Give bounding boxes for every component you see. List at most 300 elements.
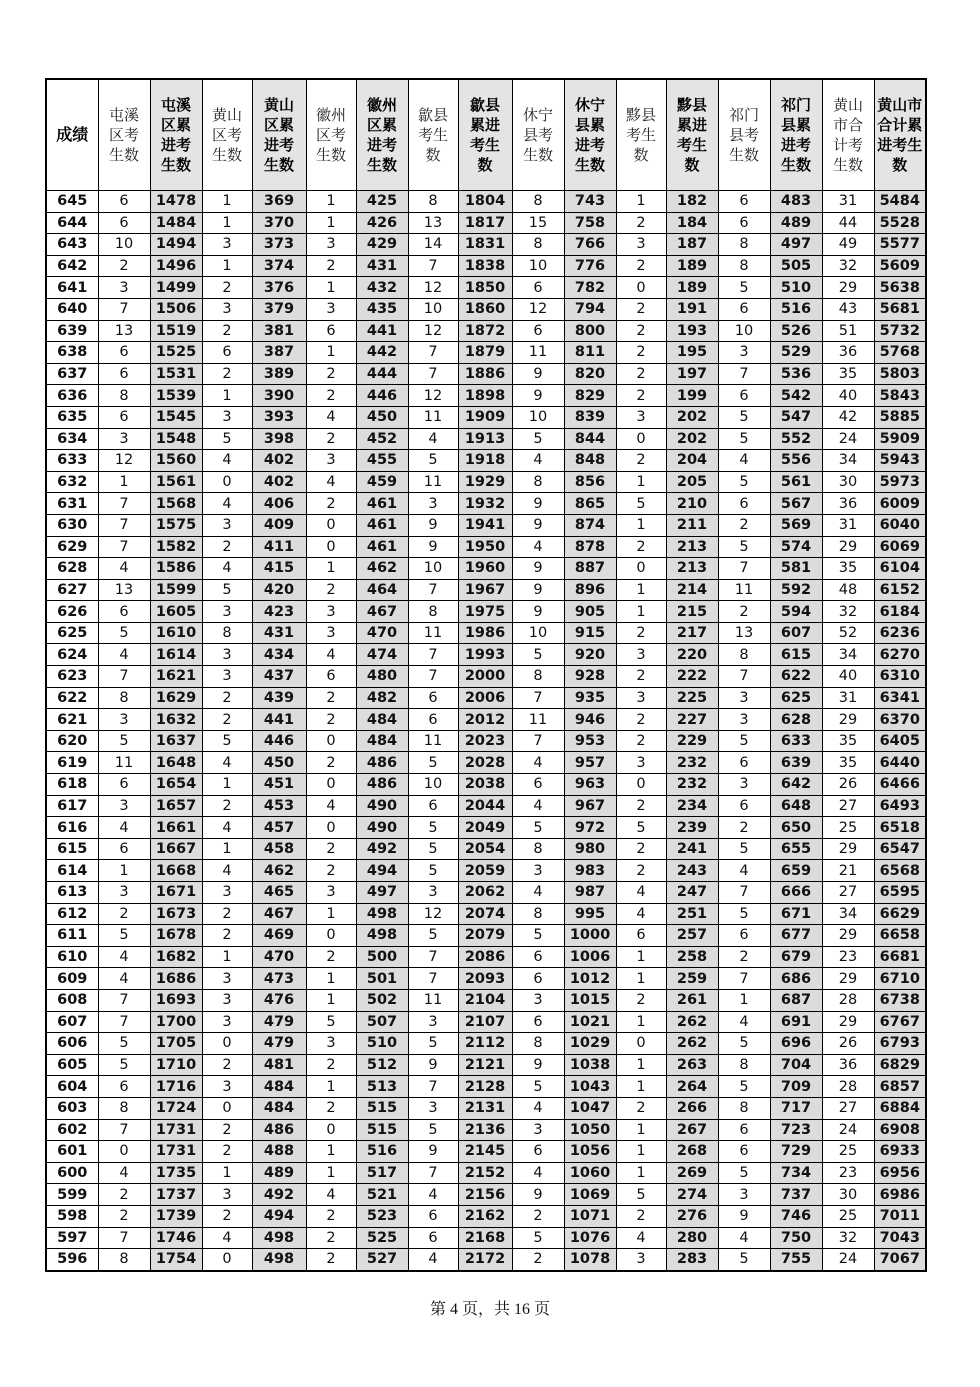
table-cell: 1	[306, 277, 356, 299]
table-cell: 4	[202, 1227, 252, 1249]
table-cell: 1	[202, 946, 252, 968]
table-cell: 1754	[150, 1249, 202, 1271]
table-cell: 6	[98, 363, 150, 385]
table-cell: 0	[306, 817, 356, 839]
table-cell: 6	[718, 925, 770, 947]
table-cell: 6884	[874, 1097, 926, 1119]
score-cell: 639	[46, 320, 98, 342]
table-cell: 7043	[874, 1227, 926, 1249]
table-cell: 5	[718, 471, 770, 493]
score-cell: 607	[46, 1011, 98, 1033]
table-cell: 6908	[874, 1119, 926, 1141]
table-cell: 3	[202, 234, 252, 256]
table-row	[46, 1184, 926, 1206]
table-cell: 0	[616, 428, 666, 450]
table-cell: 446	[356, 385, 408, 407]
table-cell: 510	[770, 277, 822, 299]
table-cell: 5	[718, 428, 770, 450]
table-cell: 4	[718, 450, 770, 472]
table-cell: 8	[512, 191, 564, 213]
column-header: 黄山 区累 进考 生数	[252, 79, 306, 191]
table-cell: 1561	[150, 471, 202, 493]
table-cell: 1941	[458, 514, 512, 536]
table-cell: 5	[408, 1119, 458, 1141]
table-cell: 1913	[458, 428, 512, 450]
table-cell: 43	[822, 298, 874, 320]
table-cell: 5	[512, 1076, 564, 1098]
table-cell: 567	[770, 493, 822, 515]
table-cell: 199	[666, 385, 718, 407]
table-cell: 4	[98, 946, 150, 968]
table-cell: 1831	[458, 234, 512, 256]
table-cell: 446	[252, 730, 306, 752]
table-cell: 444	[356, 363, 408, 385]
table-cell: 5885	[874, 406, 926, 428]
table-cell: 529	[770, 342, 822, 364]
table-cell: 1599	[150, 579, 202, 601]
table-row	[46, 1033, 926, 1055]
table-cell: 1	[202, 1162, 252, 1184]
table-row	[46, 601, 926, 623]
table-cell: 7	[408, 644, 458, 666]
table-cell: 6	[98, 212, 150, 234]
table-cell: 217	[666, 622, 718, 644]
table-cell: 3	[616, 644, 666, 666]
table-cell: 12	[408, 277, 458, 299]
score-cell: 625	[46, 622, 98, 644]
table-cell: 1632	[150, 709, 202, 731]
table-cell: 3	[98, 709, 150, 731]
table-cell: 1850	[458, 277, 512, 299]
table-row	[46, 191, 926, 213]
table-cell: 483	[770, 191, 822, 213]
table-cell: 415	[252, 558, 306, 580]
table-cell: 983	[564, 860, 616, 882]
table-cell: 980	[564, 838, 616, 860]
table-cell: 42	[822, 406, 874, 428]
table-cell: 1661	[150, 817, 202, 839]
table-cell: 848	[564, 450, 616, 472]
score-cell: 596	[46, 1249, 98, 1271]
table-cell: 5	[98, 622, 150, 644]
table-cell: 2	[616, 838, 666, 860]
table-cell: 1015	[564, 989, 616, 1011]
table-cell: 820	[564, 363, 616, 385]
table-cell: 3	[202, 1011, 252, 1033]
table-cell: 35	[822, 730, 874, 752]
table-cell: 569	[770, 514, 822, 536]
table-cell: 7	[718, 968, 770, 990]
table-cell: 1804	[458, 191, 512, 213]
table-cell: 527	[356, 1249, 408, 1271]
table-cell: 7	[408, 946, 458, 968]
table-cell: 8	[512, 666, 564, 688]
table-cell: 2	[202, 925, 252, 947]
table-cell: 2	[616, 666, 666, 688]
table-cell: 1	[202, 191, 252, 213]
table-cell: 498	[356, 925, 408, 947]
column-header: 黟县 累进 考生 数	[666, 79, 718, 191]
table-cell: 488	[252, 1141, 306, 1163]
table-cell: 3	[718, 709, 770, 731]
table-cell: 5	[718, 277, 770, 299]
table-cell: 202	[666, 428, 718, 450]
table-cell: 1700	[150, 1011, 202, 1033]
table-cell: 29	[822, 968, 874, 990]
table-cell: 2062	[458, 882, 512, 904]
table-cell: 451	[252, 774, 306, 796]
table-cell: 0	[616, 558, 666, 580]
table-cell: 5943	[874, 450, 926, 472]
table-cell: 1	[306, 1141, 356, 1163]
table-cell: 498	[356, 903, 408, 925]
table-cell: 6	[718, 1141, 770, 1163]
table-cell: 7	[408, 1076, 458, 1098]
table-cell: 222	[666, 666, 718, 688]
score-cell: 622	[46, 687, 98, 709]
table-cell: 6	[718, 1119, 770, 1141]
table-cell: 461	[356, 514, 408, 536]
table-cell: 3	[616, 406, 666, 428]
table-cell: 6341	[874, 687, 926, 709]
table-cell: 7	[408, 666, 458, 688]
table-cell: 0	[616, 1033, 666, 1055]
table-cell: 0	[306, 925, 356, 947]
table-cell: 743	[564, 191, 616, 213]
table-cell: 484	[356, 730, 408, 752]
table-cell: 2	[98, 903, 150, 925]
table-cell: 2131	[458, 1097, 512, 1119]
table-cell: 829	[564, 385, 616, 407]
table-cell: 3	[306, 601, 356, 623]
header-row	[46, 79, 926, 191]
table-cell: 6681	[874, 946, 926, 968]
table-cell: 3	[202, 968, 252, 990]
column-header: 黄山 市合 计考 生数	[822, 79, 874, 191]
table-cell: 2	[306, 838, 356, 860]
table-cell: 409	[252, 514, 306, 536]
table-cell: 8	[512, 471, 564, 493]
table-cell: 6310	[874, 666, 926, 688]
score-cell: 610	[46, 946, 98, 968]
table-cell: 189	[666, 277, 718, 299]
table-cell: 6	[512, 774, 564, 796]
table-cell: 8	[512, 838, 564, 860]
table-cell: 4	[512, 1097, 564, 1119]
column-header: 徽州 区累 进考 生数	[356, 79, 408, 191]
table-cell: 387	[252, 342, 306, 364]
table-cell: 1	[306, 191, 356, 213]
table-cell: 4	[512, 882, 564, 904]
table-cell: 5577	[874, 234, 926, 256]
table-cell: 512	[356, 1054, 408, 1076]
table-row	[46, 687, 926, 709]
table-cell: 7	[98, 493, 150, 515]
table-cell: 6710	[874, 968, 926, 990]
table-row	[46, 946, 926, 968]
table-cell: 800	[564, 320, 616, 342]
table-cell: 5484	[874, 191, 926, 213]
table-cell: 5	[512, 1227, 564, 1249]
table-cell: 498	[252, 1249, 306, 1271]
table-cell: 4	[202, 558, 252, 580]
table-cell: 455	[356, 450, 408, 472]
table-row	[46, 622, 926, 644]
table-cell: 213	[666, 536, 718, 558]
table-cell: 5	[616, 493, 666, 515]
table-cell: 6	[512, 968, 564, 990]
table-cell: 2	[512, 1205, 564, 1227]
table-cell: 2	[616, 1097, 666, 1119]
table-cell: 389	[252, 363, 306, 385]
score-cell: 618	[46, 774, 98, 796]
table-cell: 497	[356, 882, 408, 904]
score-cell: 628	[46, 558, 98, 580]
table-cell: 3	[202, 514, 252, 536]
table-cell: 1605	[150, 601, 202, 623]
score-cell: 621	[46, 709, 98, 731]
table-cell: 492	[252, 1184, 306, 1206]
table-row	[46, 925, 926, 947]
table-cell: 11	[408, 730, 458, 752]
score-cell: 619	[46, 752, 98, 774]
table-cell: 1078	[564, 1249, 616, 1271]
table-cell: 2	[98, 1184, 150, 1206]
score-cell: 633	[46, 450, 98, 472]
table-cell: 5	[408, 925, 458, 947]
table-cell: 1668	[150, 860, 202, 882]
table-cell: 1494	[150, 234, 202, 256]
table-cell: 2	[616, 385, 666, 407]
table-cell: 4	[98, 817, 150, 839]
table-cell: 429	[356, 234, 408, 256]
table-cell: 1705	[150, 1033, 202, 1055]
table-cell: 972	[564, 817, 616, 839]
table-cell: 0	[616, 774, 666, 796]
table-cell: 197	[666, 363, 718, 385]
table-cell: 6658	[874, 925, 926, 947]
table-cell: 758	[564, 212, 616, 234]
table-cell: 1	[202, 212, 252, 234]
table-cell: 856	[564, 471, 616, 493]
table-cell: 6	[512, 946, 564, 968]
table-cell: 844	[564, 428, 616, 450]
table-cell: 5	[718, 406, 770, 428]
score-cell: 614	[46, 860, 98, 882]
table-cell: 9	[408, 1054, 458, 1076]
table-cell: 7	[718, 882, 770, 904]
table-cell: 264	[666, 1076, 718, 1098]
table-cell: 29	[822, 838, 874, 860]
table-cell: 1038	[564, 1054, 616, 1076]
table-cell: 6	[718, 795, 770, 817]
table-cell: 1	[202, 255, 252, 277]
table-cell: 928	[564, 666, 616, 688]
score-cell: 613	[46, 882, 98, 904]
table-cell: 2044	[458, 795, 512, 817]
table-cell: 195	[666, 342, 718, 364]
table-cell: 507	[356, 1011, 408, 1033]
table-cell: 15	[512, 212, 564, 234]
table-row	[46, 1076, 926, 1098]
table-cell: 2074	[458, 903, 512, 925]
table-row	[46, 730, 926, 752]
table-cell: 464	[356, 579, 408, 601]
table-cell: 8	[512, 903, 564, 925]
table-cell: 373	[252, 234, 306, 256]
table-cell: 8	[98, 1097, 150, 1119]
table-cell: 1043	[564, 1076, 616, 1098]
table-cell: 214	[666, 579, 718, 601]
table-row	[46, 1141, 926, 1163]
table-cell: 4	[306, 1184, 356, 1206]
table-cell: 25	[822, 1141, 874, 1163]
table-cell: 6933	[874, 1141, 926, 1163]
table-cell: 431	[356, 255, 408, 277]
column-header: 徽州 区考 生数	[306, 79, 356, 191]
table-cell: 234	[666, 795, 718, 817]
table-cell: 1586	[150, 558, 202, 580]
table-cell: 184	[666, 212, 718, 234]
table-cell: 7067	[874, 1249, 926, 1271]
table-cell: 659	[770, 860, 822, 882]
table-cell: 12	[98, 450, 150, 472]
table-cell: 1	[306, 903, 356, 925]
table-cell: 4	[512, 1162, 564, 1184]
table-cell: 2172	[458, 1249, 512, 1271]
table-cell: 5	[408, 838, 458, 860]
table-cell: 5	[718, 536, 770, 558]
table-cell: 526	[770, 320, 822, 342]
table-cell: 1	[616, 191, 666, 213]
table-cell: 5638	[874, 277, 926, 299]
table-cell: 461	[356, 493, 408, 515]
table-cell: 1629	[150, 687, 202, 709]
table-cell: 13	[408, 212, 458, 234]
table-cell: 4	[616, 1227, 666, 1249]
table-row	[46, 558, 926, 580]
table-cell: 12	[408, 320, 458, 342]
table-row	[46, 752, 926, 774]
table-cell: 2	[306, 493, 356, 515]
table-cell: 6069	[874, 536, 926, 558]
table-cell: 8	[512, 234, 564, 256]
column-header: 休宁 县考 生数	[512, 79, 564, 191]
table-cell: 1682	[150, 946, 202, 968]
table-row	[46, 1054, 926, 1076]
table-cell: 2	[718, 946, 770, 968]
table-cell: 5	[616, 817, 666, 839]
score-cell: 608	[46, 989, 98, 1011]
score-cell: 606	[46, 1033, 98, 1055]
table-cell: 6	[98, 342, 150, 364]
table-cell: 49	[822, 234, 874, 256]
table-cell: 4	[306, 471, 356, 493]
table-cell: 3	[718, 1184, 770, 1206]
table-cell: 2	[718, 817, 770, 839]
table-cell: 1	[616, 968, 666, 990]
table-row	[46, 1249, 926, 1271]
table-cell: 5	[408, 752, 458, 774]
table-cell: 9	[512, 363, 564, 385]
table-cell: 482	[356, 687, 408, 709]
table-cell: 6	[306, 320, 356, 342]
table-cell: 0	[616, 277, 666, 299]
table-cell: 6009	[874, 493, 926, 515]
table-cell: 6	[718, 752, 770, 774]
table-cell: 887	[564, 558, 616, 580]
table-cell: 6104	[874, 558, 926, 580]
table-cell: 6518	[874, 817, 926, 839]
table-cell: 26	[822, 774, 874, 796]
table-cell: 2	[306, 255, 356, 277]
table-cell: 3	[306, 622, 356, 644]
column-header: 屯溪 区考 生数	[98, 79, 150, 191]
table-cell: 189	[666, 255, 718, 277]
table-cell: 6568	[874, 860, 926, 882]
table-cell: 370	[252, 212, 306, 234]
table-row	[46, 709, 926, 731]
table-cell: 457	[252, 817, 306, 839]
table-cell: 3	[718, 342, 770, 364]
table-cell: 8	[98, 687, 150, 709]
score-cell: 598	[46, 1205, 98, 1227]
score-cell: 629	[46, 536, 98, 558]
table-cell: 486	[356, 774, 408, 796]
table-cell: 9	[512, 1184, 564, 1206]
table-cell: 750	[770, 1227, 822, 1249]
table-cell: 11	[408, 622, 458, 644]
table-cell: 500	[356, 946, 408, 968]
table-cell: 648	[770, 795, 822, 817]
table-cell: 268	[666, 1141, 718, 1163]
table-cell: 2	[616, 622, 666, 644]
table-cell: 6	[306, 666, 356, 688]
table-cell: 5	[98, 730, 150, 752]
table-row	[46, 514, 926, 536]
table-cell: 1071	[564, 1205, 616, 1227]
table-cell: 267	[666, 1119, 718, 1141]
table-cell: 6	[512, 1141, 564, 1163]
table-cell: 7	[98, 1011, 150, 1033]
table-cell: 2	[616, 1205, 666, 1227]
table-cell: 0	[306, 514, 356, 536]
table-cell: 5	[408, 860, 458, 882]
table-cell: 5	[616, 1184, 666, 1206]
table-cell: 3	[98, 882, 150, 904]
table-cell: 36	[822, 342, 874, 364]
table-cell: 1	[616, 1011, 666, 1033]
table-cell: 7	[98, 1227, 150, 1249]
table-cell: 2	[202, 709, 252, 731]
table-cell: 1021	[564, 1011, 616, 1033]
table-cell: 29	[822, 1011, 874, 1033]
table-cell: 6440	[874, 752, 926, 774]
table-cell: 7	[98, 1119, 150, 1141]
table-cell: 6738	[874, 989, 926, 1011]
table-cell: 650	[770, 817, 822, 839]
table-cell: 2104	[458, 989, 512, 1011]
table-cell: 4	[718, 1227, 770, 1249]
table-cell: 953	[564, 730, 616, 752]
table-cell: 3	[202, 1184, 252, 1206]
table-cell: 1	[202, 774, 252, 796]
table-cell: 379	[252, 298, 306, 320]
table-cell: 23	[822, 1162, 874, 1184]
table-cell: 205	[666, 471, 718, 493]
table-cell: 437	[252, 666, 306, 688]
table-cell: 1525	[150, 342, 202, 364]
